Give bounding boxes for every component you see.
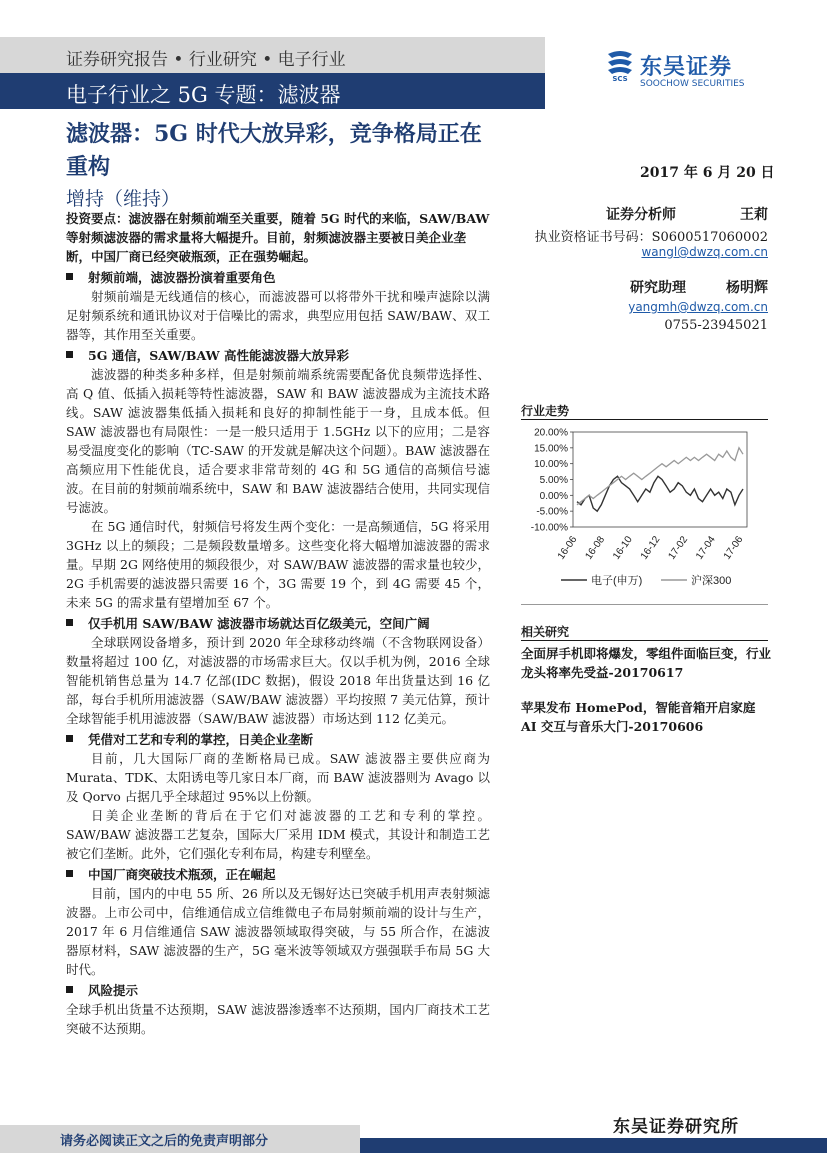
logo-name-cn: 东吴证券	[640, 55, 733, 80]
paragraph: 日美企业垄断的背后在于它们对滤波器的工艺和专利的掌控。SAW/BAW 滤波器工艺复杂，国际大厂采用 IDM 模式，其设计和制造工艺被它们垄断。此外，它们强化专利布局，构建专利壁垒。	[66, 808, 490, 861]
bullet-square-icon	[66, 986, 73, 993]
report-body	[66, 209, 490, 1038]
logo-mark-text: SCS	[612, 75, 628, 82]
legend-label: 沪深300	[691, 575, 732, 587]
paragraph: 全球联网设备增多，预计到 2020 年全球移动终端（不含物联网设备）数量将超过 100 亿，对滤波器的市场需求巨大。仅以手机为例，2016 全球智能机销售总量为 14.7 亿部(IDC 数据)，假设 2018 年出货量达到 16 亿部，每台手机所用滤波器（SAW/BAW 滤波器）平均按照 7 美元估算，预计全球智能手机用滤波器（SAW/BAW 滤波器）市场达到 112 亿美元。	[66, 635, 490, 726]
x-tick-label: 17-06	[721, 534, 746, 562]
paragraph: 目前，国内的中电 55 所、26 所以及无锡好达已突破手机用声表射频滤波器。上市公司中，信维通信成立信维微电子布局射频前端的设计与生产，2017 年 6 月信维通信 SAW 滤波器领域取得突破，与 55 所合作，在滤波器原材料，SAW 滤波器的生产，5G 毫米波等领域双方强强联手布局 5G 大时代。	[66, 886, 490, 977]
report-title: 滤波器：5G 时代大放异彩，竞争格局正在重构	[66, 121, 482, 180]
logo-name-en: SOOCHOW SECURITIES	[640, 79, 745, 89]
x-tick-label: 17-02	[666, 534, 691, 562]
cert-number: 执业资格证书号码：S0600517060002	[534, 230, 768, 245]
trend-label: 行业走势	[521, 404, 570, 418]
series-line-1	[577, 476, 743, 511]
y-tick-label: 10.00%	[534, 459, 568, 471]
divider	[521, 419, 768, 420]
section-heading: 凭借对工艺和专利的掌控，日美企业垄断	[66, 730, 490, 749]
bullet-square-icon	[66, 273, 73, 280]
section-heading: 风险提示	[66, 981, 490, 1000]
series-title-bar	[0, 73, 545, 109]
y-tick-label: -5.00%	[536, 506, 568, 518]
y-tick-label: 5.00%	[539, 475, 568, 486]
breadcrumb: 证券研究报告 • 行业研究 • 电子行业	[66, 50, 346, 70]
paragraph: 射频前端是无线通信的核心，而滤波器可以将带外干扰和噪声滤除以满足射频系统和通讯协议对于信噪比的需求，典型应用包括 SAW/BAW、双工器等，其作用至关重要。	[66, 289, 490, 342]
industry-trend-chart	[521, 422, 768, 602]
y-tick-label: 20.00%	[534, 427, 568, 439]
phone-number: 0755-23945021	[664, 318, 768, 333]
research-label: 相关研究	[521, 625, 570, 639]
footer-band	[0, 1125, 360, 1153]
bullet-square-icon	[66, 619, 73, 626]
research-item[interactable]: 全面屏手机即将爆发，零组件面临巨变，行业龙头将率先受益-20170617	[521, 646, 772, 680]
bullet-square-icon	[66, 351, 73, 358]
x-tick-label: 16-10	[611, 534, 635, 562]
bullet-square-icon	[66, 870, 73, 877]
x-tick-label: 17-04	[694, 534, 718, 562]
related-research-list	[521, 644, 771, 752]
x-tick-label: 16-12	[638, 534, 663, 562]
legend-label: 电子(申万)	[591, 575, 643, 587]
company-logo	[604, 48, 774, 96]
header-band	[0, 37, 545, 109]
x-tick-label: 16-08	[583, 534, 608, 562]
research-item[interactable]: 苹果发布 HomePod，智能音箱开启家庭 AI 交互与音乐大门-20170606	[521, 700, 756, 734]
bullet-square-icon	[66, 735, 73, 742]
footer-line	[360, 1138, 827, 1153]
series-line-2	[577, 448, 743, 505]
series-title: 电子行业之 5G 专题：滤波器	[66, 83, 341, 107]
plot-frame	[573, 432, 747, 527]
paragraph: 目前，几大国际厂商的垄断格局已成。SAW 滤波器主要供应商为 Murata、TDK、太阳诱电等几家日本厂商，而 BAW 滤波器则为 Avago 以及 Qorvo 占据几乎全球超过 95%以上份额。	[66, 751, 490, 804]
paragraph: 在 5G 通信时代，射频信号将发生两个变化：一是高频通信，5G 将采用 3GHz 以上的频段；二是频段数量增多。这些变化将大幅增加滤波器的需求量。早期 2G 网络使用的频段很少，对 SAW/BAW 滤波器的需求量也较少，2G 手机需要的滤波器只需要 16 个，3G 需要 19 个，到 4G 需要 45 个，未来 5G 的需求量有望增加至 67 个。	[66, 519, 490, 610]
assistant-email-link[interactable]: yangmh@dwzq.com.cn	[628, 300, 768, 314]
section-heading: 中国厂商突破技术瓶颈，正在崛起	[66, 865, 490, 884]
breadcrumb-bar	[0, 37, 545, 73]
rating: 增持（维持）	[66, 188, 181, 210]
analyst-row	[606, 204, 768, 224]
paragraph: 滤波器的种类多种多样，但是射频前端系统需要配备优良频带选择性、高 Q 值、低插入损耗等特性滤波器，SAW 和 BAW 滤波器成为主流技术路线。SAW 滤波器集低插入损耗和良好的抑制性能于一身，且成本低。但 SAW 滤波器也有局限性：一是一般只适用于 1.5GHz 以下的应用；二是容易受温度变化的影响（TC-SAW 的开发就是解决这个问题）。BAW 滤波器在高频应用下性能优良，适合要求非常苛刻的 4G 和 5G 通信的高频信号滤波。在目前的射频前端系统中，SAW 和 BAW 滤波器结合使用，共同实现信号滤波。	[66, 367, 490, 515]
analyst-name: 王莉	[740, 207, 768, 223]
y-tick-label: 0.00%	[539, 490, 568, 502]
investment-summary: 投资要点：滤波器在射频前端至关重要，随着 5G 时代的来临，SAW/BAW 等射频滤波器的需求量将大幅提升。目前，射频滤波器主要被日美企业垄断，中国厂商已经突破瓶颈，正在强势崛起。	[66, 211, 490, 264]
x-tick-label: 16-06	[555, 534, 580, 562]
analyst-email-link[interactable]: wangl@dwzq.com.cn	[641, 245, 768, 259]
trend-chart-svg	[521, 422, 768, 602]
assistant-name: 杨明辉	[726, 280, 768, 296]
section-heading: 仅手机用 SAW/BAW 滤波器市场就达百亿级美元，空间广阔	[66, 614, 490, 633]
divider	[521, 604, 768, 605]
paragraph: 全球手机出货量不达预期，SAW 滤波器渗透率不达预期，国内厂商技术工艺突破不达预期。	[66, 1002, 490, 1036]
scs-logo-icon	[604, 48, 636, 82]
report-date: 2017 年 6 月 20 日	[640, 165, 775, 181]
section-heading: 射频前端，滤波器扮演着重要角色	[66, 268, 490, 287]
y-tick-label: 15.00%	[534, 443, 568, 455]
analyst-role: 证券分析师	[606, 207, 676, 223]
section-heading: 5G 通信，SAW/BAW 高性能滤波器大放异彩	[66, 346, 490, 365]
assistant-row	[630, 277, 768, 297]
footer-org: 东吴证券研究所	[613, 1117, 739, 1137]
assistant-role: 研究助理	[630, 280, 686, 296]
disclaimer-note: 请务必阅读正文之后的免责声明部分	[60, 1134, 269, 1149]
y-tick-label: -10.00%	[530, 522, 568, 534]
divider	[521, 640, 768, 641]
